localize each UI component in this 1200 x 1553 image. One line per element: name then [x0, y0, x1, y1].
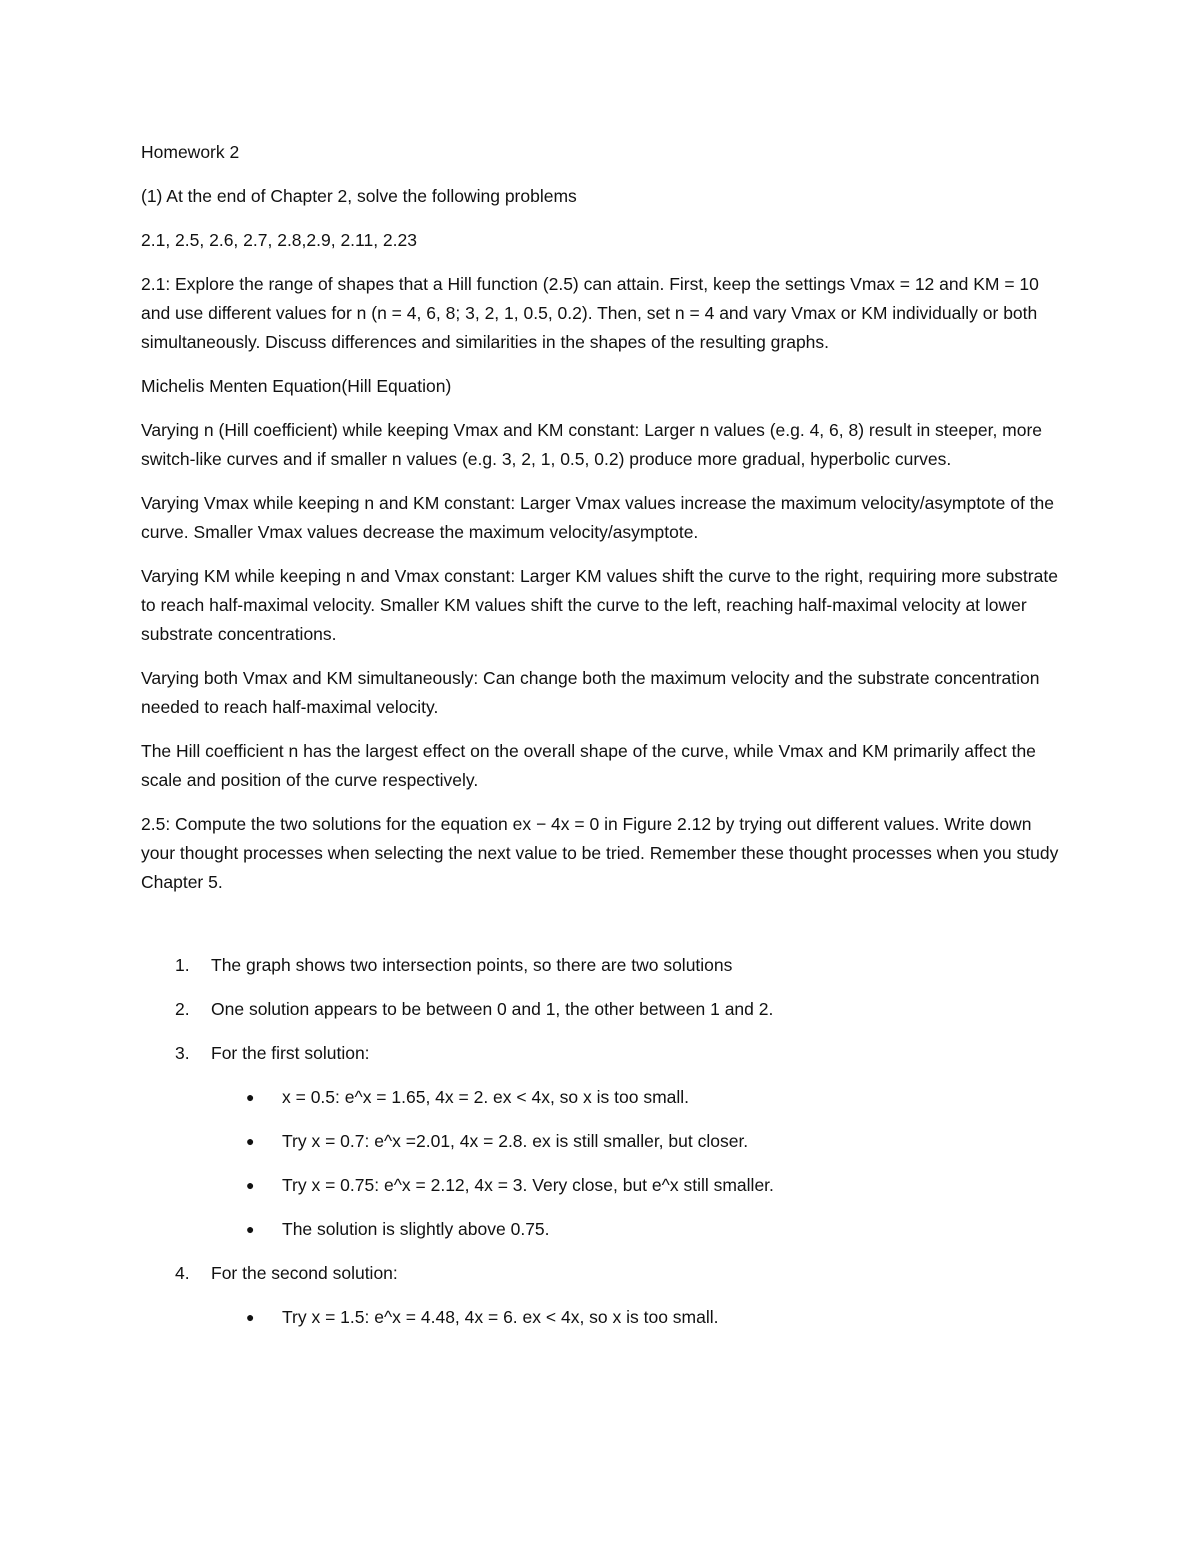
list-item-text: For the first solution: — [211, 1043, 370, 1063]
bullet-item — [141, 1083, 1066, 1112]
varying-n-paragraph: Varying n (Hill coefficient) while keeping Vmax and KM constant: Larger n values (e.g. 4, 6, 8) result in steeper, more switch-like curves and if smaller n values (e.g. 3, 2, 1, 0.5, 0.2) produce more gradual, hyperbolic curves. — [141, 420, 1043, 469]
first-solution-bullets — [141, 1083, 1066, 1244]
list-item — [141, 995, 1066, 1024]
bullet-text: x = 0.5: e^x = 1.65, 4x = 2. ex < 4x, so x is too small. — [282, 1087, 690, 1107]
bullet-icon: ● — [246, 1133, 255, 1149]
list-item — [141, 1259, 1066, 1288]
varying-vmax-paragraph: Varying Vmax while keeping n and KM constant: Larger Vmax values increase the maximum velocity/asymptote of the curve. Smaller Vmax values decrease the maximum velocity/asymptote. — [141, 493, 1055, 542]
hill-summary-paragraph: The Hill coefficient n has the largest effect on the overall shape of the curve, while Vmax and KM primarily affect the scale and position of the curve respectively. — [141, 741, 1036, 790]
document-title: Homework 2 — [141, 142, 240, 162]
bullet-item — [141, 1215, 1066, 1244]
bullet-text: The solution is slightly above 0.75. — [282, 1219, 550, 1239]
solution-steps-list — [141, 951, 1066, 1332]
document-page — [141, 138, 1066, 1347]
second-solution-bullets — [141, 1303, 1066, 1332]
list-item-text: For the second solution: — [211, 1263, 398, 1283]
bullet-text: Try x = 0.75: e^x = 2.12, 4x = 3. Very close, but e^x still smaller. — [282, 1175, 774, 1195]
list-item — [141, 1039, 1066, 1068]
varying-km-paragraph: Varying KM while keeping n and Vmax constant: Larger KM values shift the curve to the right, requiring more substrate to reach half-maximal velocity. Smaller KM values shift the curve to the left, reaching half-maximal velocity at lower substrate concentrations. — [141, 566, 1058, 644]
list-number: 2. — [175, 999, 190, 1019]
list-item-text: The graph shows two intersection points, so there are two solutions — [211, 955, 733, 975]
bullet-text: Try x = 1.5: e^x = 4.48, 4x = 6. ex < 4x, so x is too small. — [282, 1307, 719, 1327]
list-number: 1. — [175, 955, 190, 975]
bullet-icon: ● — [246, 1089, 255, 1105]
problem-list: 2.1, 2.5, 2.6, 2.7, 2.8,2.9, 2.11, 2.23 — [141, 230, 417, 250]
bullet-text: Try x = 0.7: e^x =2.01, 4x = 2.8. ex is still smaller, but closer. — [282, 1131, 749, 1151]
bullet-icon: ● — [246, 1221, 255, 1237]
intro-paragraph: (1) At the end of Chapter 2, solve the following problems — [141, 186, 577, 206]
bullet-icon: ● — [246, 1309, 255, 1325]
problem-2-1-prompt: 2.1: Explore the range of shapes that a Hill function (2.5) can attain. First, keep the settings Vmax = 12 and KM = 10 and use different values for n (n = 4, 6, 8; 3, 2, 1, 0.5, 0.2). Then, set n = 4 and vary Vmax or KM individually or both simultaneously. Discuss differences and similarities in the shapes of the resulting graphs. — [141, 274, 1039, 352]
bullet-item — [141, 1171, 1066, 1200]
bullet-icon: ● — [246, 1177, 255, 1193]
list-number: 4. — [175, 1263, 190, 1283]
bullet-item — [141, 1303, 1066, 1332]
list-item-text: One solution appears to be between 0 and 1, the other between 1 and 2. — [211, 999, 774, 1019]
list-item — [141, 951, 1066, 980]
varying-both-paragraph: Varying both Vmax and KM simultaneously: Can change both the maximum velocity and the substrate concentration needed to reach half-maximal velocity. — [141, 668, 1040, 717]
bullet-item — [141, 1127, 1066, 1156]
problem-2-5-prompt: 2.5: Compute the two solutions for the equation ex − 4x = 0 in Figure 2.12 by trying out different values. Write down your thought processes when selecting the next value to be tried. Remember these thought processes when you study Chapter 5. — [141, 814, 1059, 892]
michaelis-menten-heading: Michelis Menten Equation(Hill Equation) — [141, 376, 452, 396]
list-number: 3. — [175, 1043, 190, 1063]
